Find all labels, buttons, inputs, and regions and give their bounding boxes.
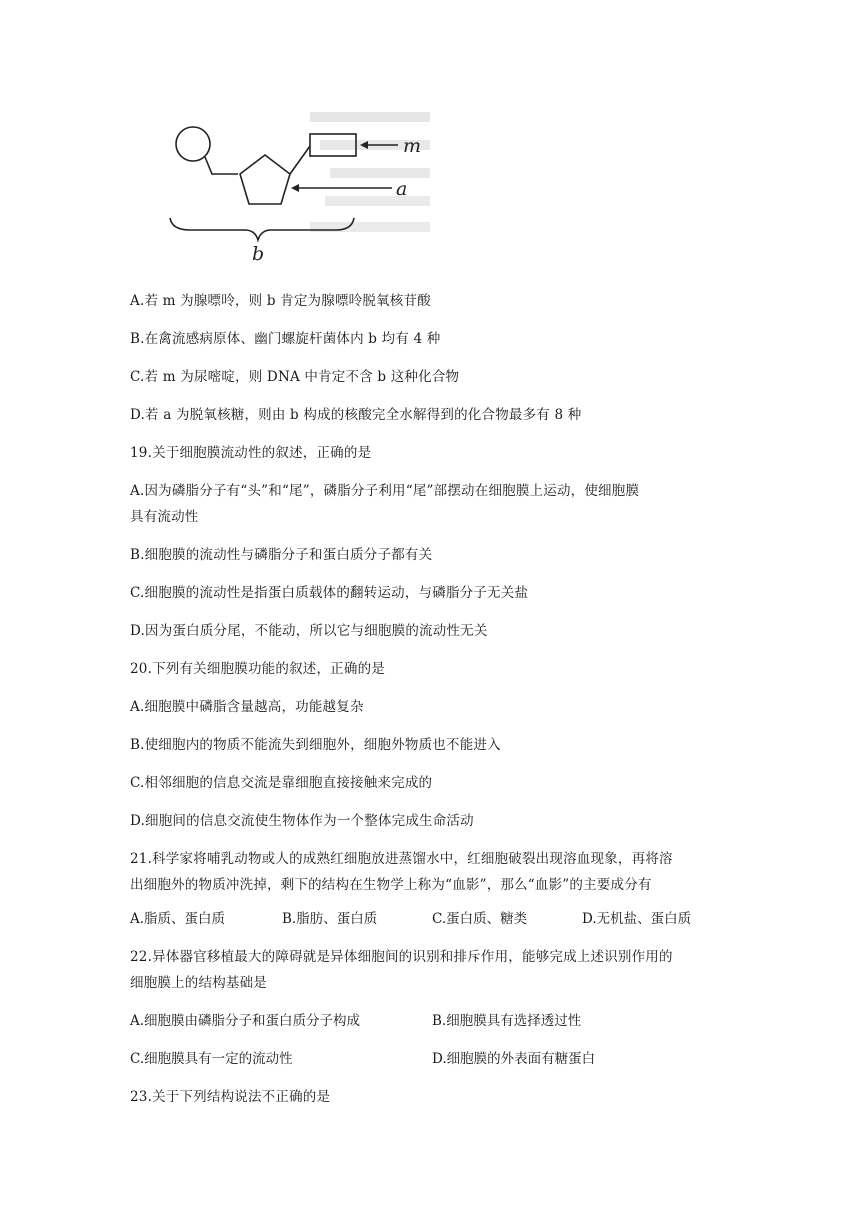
q19-option-c: C.细胞膜的流动性是指蛋白质载体的翻转运动，与磷脂分子无关盐 xyxy=(130,585,529,601)
nucleotide-structure-diagram xyxy=(160,100,460,270)
q19-option-a-line2: 具有流动性 xyxy=(130,509,199,525)
q20-stem: 20.下列有关细胞膜功能的叙述，正确的是 xyxy=(130,661,385,677)
q20-option-a: A.细胞膜中磷脂含量越高，功能越复杂 xyxy=(130,699,364,715)
q23-stem: 23.关于下列结构说法不正确的是 xyxy=(130,1089,331,1105)
q22-stem-line2: 细胞膜上的结构基础是 xyxy=(130,975,267,991)
q22-stem-line1: 22.异体器官移植最大的障碍就是异体细胞间的识别和排斥作用，能够完成上述识别作用的 xyxy=(130,949,673,965)
pentose-sugar xyxy=(240,155,290,204)
q18-option-d: D.若 a 为脱氧核糖，则由 b 构成的核酸完全水解得到的化合物最多有 8 种 xyxy=(130,407,582,423)
q20-option-b: B.使细胞内的物质不能流失到细胞外，细胞外物质也不能进入 xyxy=(130,737,501,753)
q18-option-a: A.若 m 为腺嘌呤，则 b 肯定为腺嘌呤脱氧核苷酸 xyxy=(130,293,431,309)
phosphate-circle xyxy=(176,127,210,161)
q21-option-c: C.蛋白质、糖类 xyxy=(432,911,528,927)
sugar-base-bond xyxy=(290,146,310,174)
q21-option-d: D.无机盐、蛋白质 xyxy=(582,911,692,927)
q19-option-b: B.细胞膜的流动性与磷脂分子和蛋白质分子都有关 xyxy=(130,547,433,563)
q20-option-c: C.相邻细胞的信息交流是靠细胞直接接触来完成的 xyxy=(130,775,433,791)
q22-option-c: C.细胞膜具有一定的流动性 xyxy=(130,1051,293,1067)
q19-stem: 19.关于细胞膜流动性的叙述，正确的是 xyxy=(130,445,372,461)
phosphate-sugar-bond xyxy=(205,157,238,174)
q20-option-d: D.细胞间的信息交流使生物体作为一个整体完成生命活动 xyxy=(130,813,474,829)
arrow-a-head xyxy=(291,184,299,192)
q19-option-d: D.因为蛋白质分尾，不能动，所以它与细胞膜的流动性无关 xyxy=(130,623,488,639)
label-b: b xyxy=(252,243,265,265)
q22-option-d: D.细胞膜的外表面有糖蛋白 xyxy=(432,1051,596,1067)
q22-option-a: A.细胞膜由磷脂分子和蛋白质分子构成 xyxy=(130,1013,361,1029)
q18-option-b: B.在禽流感病原体、幽门螺旋杆菌体内 b 均有 4 种 xyxy=(130,331,441,347)
label-a: a xyxy=(396,178,408,200)
q18-option-c: C.若 m 为尿嘧啶，则 DNA 中肯定不含 b 这种化合物 xyxy=(130,369,460,385)
q21-option-a: A.脂质、蛋白质 xyxy=(130,911,226,927)
q21-option-b: B.脂肪、蛋白质 xyxy=(282,911,378,927)
q22-option-b: B.细胞膜具有选择透过性 xyxy=(432,1013,582,1029)
q21-stem-line2: 出细胞外的物质冲洗掉，剩下的结构在生物学上称为“血影”，那么“血影”的主要成分有 xyxy=(130,877,652,893)
q19-option-a-line1: A.因为磷脂分子有“头”和“尾”，磷脂分子利用“尾”部摆动在细胞膜上运动，使细胞膜 xyxy=(130,483,640,499)
label-m: m xyxy=(403,135,422,157)
q21-stem-line1: 21.科学家将哺乳动物或人的成熟红细胞放进蒸馏水中，红细胞破裂出现溶血现象，再将溶 xyxy=(130,851,673,867)
faint-background-text xyxy=(310,112,430,232)
